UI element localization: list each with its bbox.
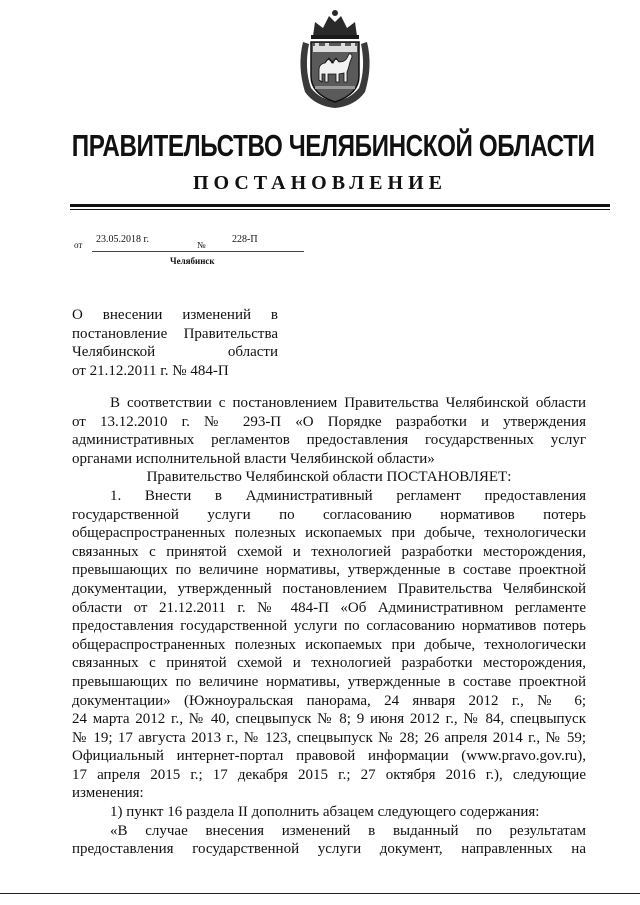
document-subject [72,306,278,380]
document-body [72,394,586,859]
item1-line: 24 марта 2012 г., № 40, спецвыпуск № 8; 9 июня 2012 г., № 84, спецвыпуск [72,711,586,728]
document-date: 23.05.2018 г. [96,234,149,245]
item1-line: предоставления государственной услуги по согласованию нормативов потерь [72,618,586,635]
quote-line: «В случае внесения изменений в выданный по результатам [110,822,586,839]
date-label: от [74,240,83,250]
resolves-line: Правительство Челябинской области ПОСТАНОВЛЯЕТ: [146,469,512,486]
organization-title: ПРАВИТЕЛЬСТВО ЧЕЛЯБИНСКОЙ ОБЛАСТИ [71,128,595,163]
item1-line: Официальный интернет-портал правовой информации (www.pravo.gov.ru), [72,748,586,765]
preamble-line: административных регламентов предоставления государственных услуг [72,432,586,449]
date-underline [92,251,304,252]
item1-line: превышающих по величине нормативы, утвержденные в составе проектной [72,673,586,690]
item1-line: общераспространенных полезных ископаемых при добыче, технологически [72,525,586,542]
header-divider-thin [70,209,610,210]
item1-line: 17 апреля 2015 г.; 17 декабря 2015 г.; 27 октября 2016 г.), следующие [72,766,586,783]
item1-line: общераспространенных полезных ископаемых при добыче, технологически [72,636,586,653]
quote-line: предоставления государственной услуги документ, направленных на [72,841,586,858]
item1-line: изменения: [72,785,144,802]
preamble-line: от 13.12.2010 г. № 293-П «О Порядке разработки и утверждения [72,413,586,430]
document-type: ПОСТАНОВЛЕНИЕ [193,172,447,194]
subject-line: постановление Правительства [72,325,278,342]
item1-line: документации» (Южноуральская панорама, 24 января 2012 г., № 6; [72,692,586,709]
item1-line: области от 21.12.2011 г. № 484-П «Об Административном регламенте [72,599,586,616]
city-name: Челябинск [170,256,215,266]
preamble-line: В соответствии с постановлением Правительства Челябинской области [110,395,586,411]
document-number: 228-П [232,234,258,245]
header-divider-thick [70,204,610,207]
subitem-line: 1) пункт 16 раздела II дополнить абзацем следующего содержания: [110,804,540,821]
item1-line: связанных с принятой схемой и технологией разработки месторождения, [72,543,586,560]
item1-line: № 19; 17 августа 2013 г., № 123, спецвыпуск № 28; 26 апреля 2014 г., № 59; [72,729,586,746]
subject-line: от 21.12.2011 г. № 484-П [72,362,229,379]
item1-line: превышающих по величине нормативы, утвержденные в составе проектной [72,562,586,579]
item1-line: государственной услуги по согласованию нормативов потерь [72,506,586,523]
number-label: № [197,240,206,250]
subject-line: О внесении изменений в [72,307,278,323]
subject-line: Челябинской области [72,344,278,360]
preamble-line: органами исполнительной власти Челябинской области» [72,450,435,467]
item1-line: документации, утвержденный постановлением Правительства Челябинской [72,580,586,597]
page-bottom-edge [0,893,640,894]
coat-of-arms-emblem [295,6,375,110]
item1-line: 1. Внести в Административный регламент предоставления [110,487,586,504]
item1-line: связанных с принятой схемой и технологией разработки месторождения, [72,655,586,672]
